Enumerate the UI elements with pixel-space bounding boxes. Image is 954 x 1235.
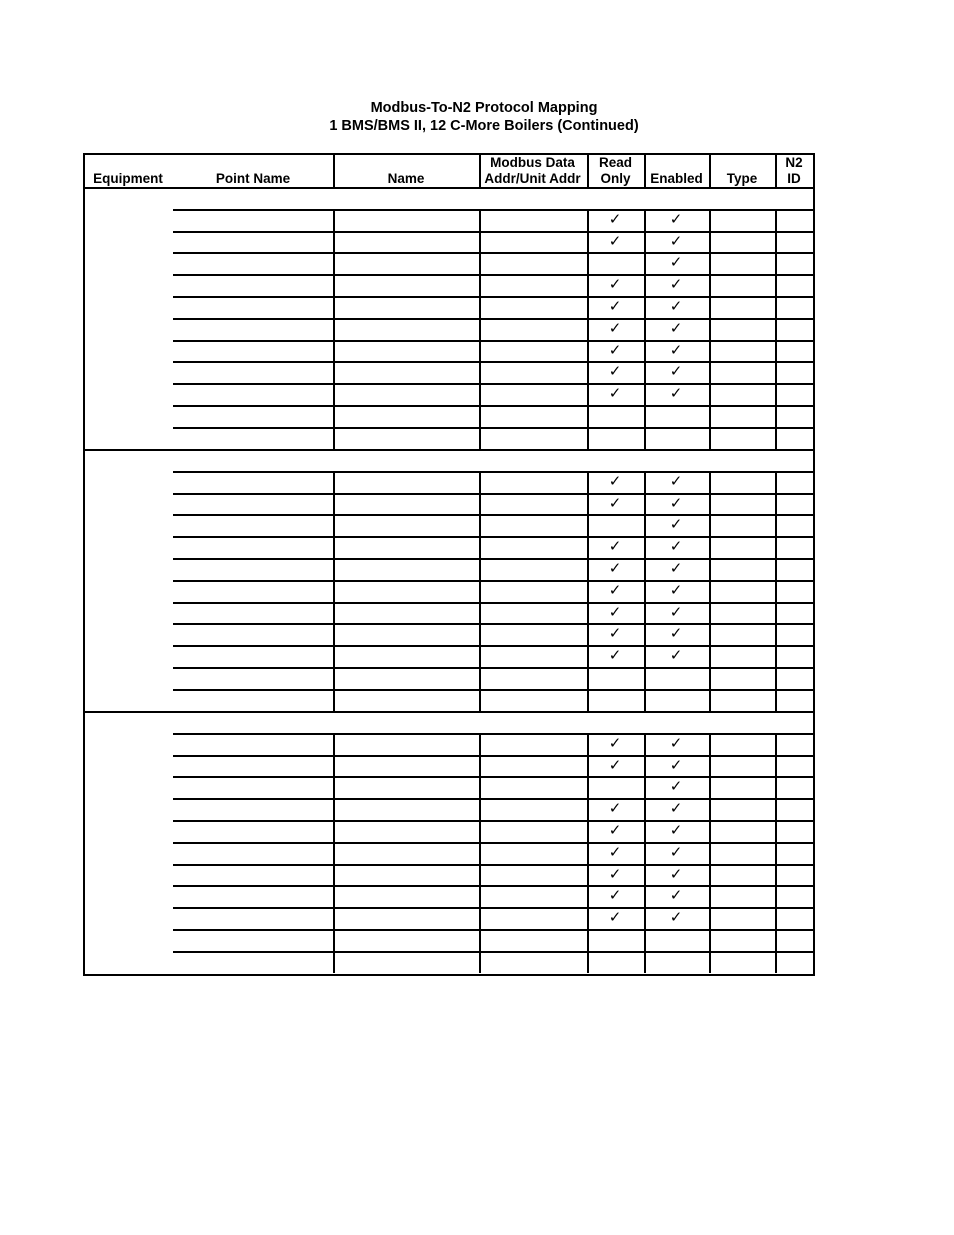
table-left-border	[83, 153, 85, 974]
header-col-separator	[644, 153, 646, 187]
enabled-check-icon: ✓	[669, 276, 683, 293]
column-separator	[709, 733, 711, 973]
table-row-border	[173, 536, 814, 538]
read-only-check-icon: ✓	[608, 625, 622, 642]
table-bottom-border	[83, 974, 814, 976]
table-row-border	[173, 296, 814, 298]
table-row-border	[173, 580, 814, 582]
table-row-border	[173, 318, 814, 320]
enabled-check-icon: ✓	[669, 625, 683, 642]
enabled-check-icon: ✓	[669, 909, 683, 926]
table-row-border	[173, 340, 814, 342]
table-top-border	[83, 153, 814, 155]
header-col-separator	[479, 153, 481, 187]
read-only-check-icon: ✓	[608, 887, 622, 904]
enabled-check-icon: ✓	[669, 495, 683, 512]
read-only-check-icon: ✓	[608, 844, 622, 861]
read-only-check-icon: ✓	[608, 822, 622, 839]
read-only-check-icon: ✓	[608, 211, 622, 228]
enabled-check-icon: ✓	[669, 647, 683, 664]
table-row-border	[173, 514, 814, 516]
enabled-check-icon: ✓	[669, 582, 683, 599]
enabled-check-icon: ✓	[669, 233, 683, 250]
header-col-separator	[775, 153, 777, 187]
read-only-check-icon: ✓	[608, 342, 622, 359]
enabled-check-icon: ✓	[669, 844, 683, 861]
enabled-check-icon: ✓	[669, 887, 683, 904]
column-separator	[709, 471, 711, 711]
enabled-check-icon: ✓	[669, 778, 683, 795]
table-row-border	[173, 252, 814, 254]
header-n2-line-1: N2	[785, 155, 803, 170]
header-name: Name	[387, 171, 425, 186]
table-row-border	[173, 623, 814, 625]
table-row-border	[173, 667, 814, 669]
column-separator	[775, 733, 777, 973]
enabled-check-icon: ✓	[669, 560, 683, 577]
table-row-border	[173, 798, 814, 800]
column-separator	[644, 471, 646, 711]
header-n2-line-2: ID	[787, 171, 801, 186]
enabled-check-icon: ✓	[669, 866, 683, 883]
table-row-border	[173, 885, 814, 887]
read-only-check-icon: ✓	[608, 604, 622, 621]
header-bottom-border	[83, 187, 814, 189]
enabled-check-icon: ✓	[669, 342, 683, 359]
table-row-border	[173, 383, 814, 385]
enabled-check-icon: ✓	[669, 473, 683, 490]
table-row-border	[173, 427, 814, 429]
header-read-line-2: Only	[600, 171, 631, 186]
table-row-border	[173, 842, 814, 844]
read-only-check-icon: ✓	[608, 647, 622, 664]
table-right-border	[813, 153, 815, 976]
section-divider	[83, 449, 814, 451]
enabled-check-icon: ✓	[669, 604, 683, 621]
table-row-border	[173, 231, 814, 233]
table-row-border	[173, 929, 814, 931]
table-row-border	[173, 645, 814, 647]
read-only-check-icon: ✓	[608, 298, 622, 315]
column-separator	[479, 471, 481, 711]
enabled-check-icon: ✓	[669, 298, 683, 315]
read-only-check-icon: ✓	[608, 582, 622, 599]
column-separator	[775, 471, 777, 711]
table-row-border	[173, 471, 814, 473]
table-row-border	[173, 209, 814, 211]
column-separator	[587, 471, 589, 711]
column-separator	[587, 209, 589, 449]
table-row-border	[173, 951, 814, 953]
title-line-2: 1 BMS/BMS II, 12 C-More Boilers (Continued)	[329, 118, 639, 134]
header-col-separator	[709, 153, 711, 187]
read-only-check-icon: ✓	[608, 800, 622, 817]
enabled-check-icon: ✓	[669, 211, 683, 228]
header-enabled: Enabled	[650, 171, 703, 186]
read-only-check-icon: ✓	[608, 473, 622, 490]
column-separator	[775, 209, 777, 449]
header-col-separator	[587, 153, 589, 187]
column-separator	[644, 733, 646, 973]
table-row-border	[173, 907, 814, 909]
column-separator	[333, 471, 335, 711]
read-only-check-icon: ✓	[608, 909, 622, 926]
enabled-check-icon: ✓	[669, 516, 683, 533]
table-row-border	[173, 361, 814, 363]
table-row-border	[173, 493, 814, 495]
title-line-1: Modbus-To-N2 Protocol Mapping	[370, 100, 598, 116]
column-separator	[479, 733, 481, 973]
section-divider	[83, 711, 814, 713]
column-separator	[587, 733, 589, 973]
read-only-check-icon: ✓	[608, 363, 622, 380]
read-only-check-icon: ✓	[608, 560, 622, 577]
column-separator	[333, 733, 335, 973]
column-separator	[479, 209, 481, 449]
enabled-check-icon: ✓	[669, 385, 683, 402]
header-modbus-line-1: Modbus Data	[490, 155, 575, 170]
read-only-check-icon: ✓	[608, 233, 622, 250]
header-type: Type	[726, 171, 758, 186]
table-row-border	[173, 733, 814, 735]
column-separator	[644, 209, 646, 449]
column-separator	[709, 209, 711, 449]
table-row-border	[173, 820, 814, 822]
enabled-check-icon: ✓	[669, 800, 683, 817]
read-only-check-icon: ✓	[608, 866, 622, 883]
header-col-separator	[333, 153, 335, 187]
table-row-border	[173, 776, 814, 778]
read-only-check-icon: ✓	[608, 538, 622, 555]
header-read-only	[587, 155, 644, 187]
column-separator	[333, 209, 335, 449]
enabled-check-icon: ✓	[669, 735, 683, 752]
table-row-border	[173, 602, 814, 604]
table-row-border	[173, 689, 814, 691]
enabled-check-icon: ✓	[669, 822, 683, 839]
header-point-name: Point Name	[215, 171, 291, 186]
header-read-line-1: Read	[598, 155, 632, 170]
header-n2-id	[775, 155, 813, 187]
header-modbus-line-2: Addr/Unit Addr	[484, 171, 581, 186]
read-only-check-icon: ✓	[608, 276, 622, 293]
enabled-check-icon: ✓	[669, 254, 683, 271]
read-only-check-icon: ✓	[608, 385, 622, 402]
enabled-check-icon: ✓	[669, 757, 683, 774]
table-row-border	[173, 274, 814, 276]
enabled-check-icon: ✓	[669, 363, 683, 380]
read-only-check-icon: ✓	[608, 757, 622, 774]
enabled-check-icon: ✓	[669, 320, 683, 337]
read-only-check-icon: ✓	[608, 320, 622, 337]
table-row-border	[173, 864, 814, 866]
enabled-check-icon: ✓	[669, 538, 683, 555]
table-row-border	[173, 405, 814, 407]
table-row-border	[173, 558, 814, 560]
read-only-check-icon: ✓	[608, 735, 622, 752]
header-equipment: Equipment	[93, 171, 163, 186]
read-only-check-icon: ✓	[608, 495, 622, 512]
table-row-border	[173, 755, 814, 757]
header-modbus-address	[479, 155, 586, 187]
